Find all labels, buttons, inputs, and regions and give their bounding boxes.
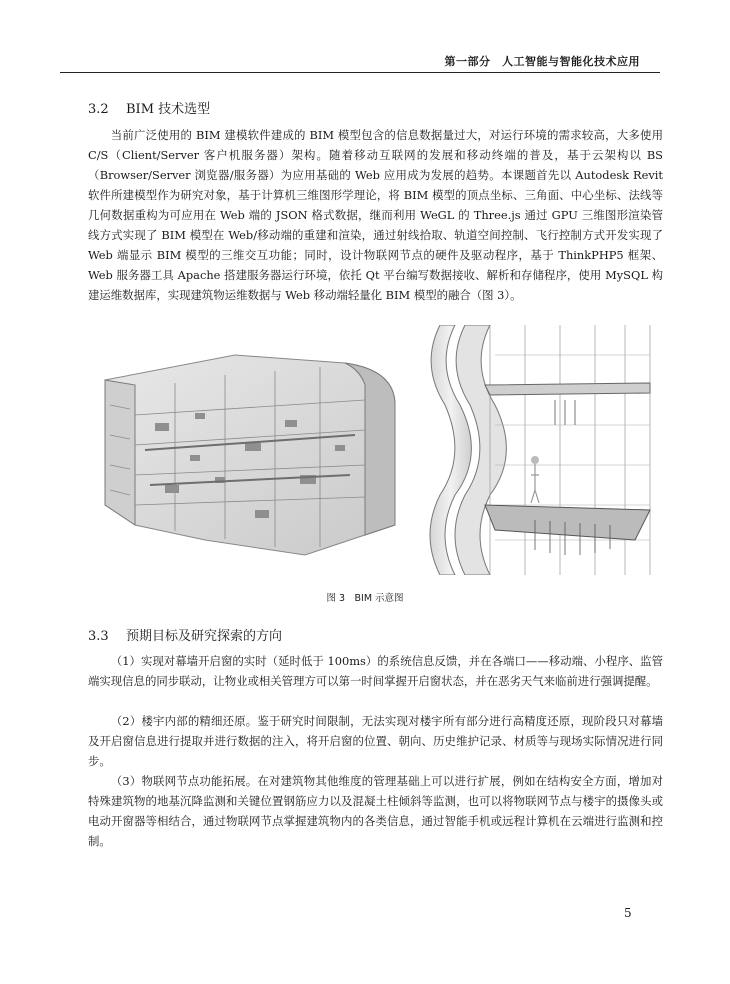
section-heading-3-3 xyxy=(88,625,282,644)
running-header-text: 第一部分 人工智能与智能化技术应用 xyxy=(444,55,640,68)
section-number: 3.3 xyxy=(88,629,109,644)
running-header xyxy=(60,50,660,73)
bim-building-model xyxy=(105,355,395,555)
section-title: BIM 技术选型 xyxy=(126,102,211,117)
section-title: 预期目标及研究探索的方向 xyxy=(126,629,283,644)
page-number: 5 xyxy=(624,906,632,920)
bim-figure xyxy=(95,325,655,575)
figure-caption: 图 3 BIM 示意图 xyxy=(326,593,404,604)
bim-illustration xyxy=(95,325,655,575)
paragraph-3-2: 当前广泛使用的 BIM 建模软件建成的 BIM 模型包含的信息数据量过大，对运行环境的需求较高，大多使用 C/S（Client/Server 客户机服务器）架构。随着移动互联网的发展和移动终端的普及，基于云架构以 BS（Browser/Server 浏览器/服务器）为应用基础的 Web 应用成为发展的趋势。本课题首先以 Autodesk Revit 软件所建模型作为研究对象，基于计算机三维图形学理论，将 BIM 模型的顶点坐标、三角面、中心坐标、法线等几何数据重构为可应用在 Web 端的 JSON 格式数据，继而利用 WeGL 的 Three.js 通过 GPU 三维图形渲染管线方式实现了 BIM 模型在 Web/移动端的重建和渲染，通过射线拾取、轨道空间控制、飞行控制方式开发实现了 Web 端显示 BIM 模型的三维交互功能；同时，设计物联网节点的硬件及驱动程序，基于 ThinkPHP5 框架、Web 服务器工具 Apache 搭建服务器运行环境，依托 Qt 平台编写数据接收、解析和存储程序，使用 MySQL 构建运维数据库，实现建筑物运维数据与 Web 移动端轻量化 BIM 模型的融合（图 3）。 xyxy=(88,128,663,302)
section-heading-3-2 xyxy=(88,98,210,117)
list-item-1: （1）实现对幕墙开启窗的实时（延时低于 100ms）的系统信息反馈，并在各端口——移动端、小程序、监管端实现信息的同步联动，让物业或相关管理方可以第一时间掌握开启窗状态，并在恶劣天气来临前进行强调提醒。 xyxy=(88,654,663,688)
section-number: 3.2 xyxy=(88,102,109,117)
list-item-3: （3）物联网节点功能拓展。在对建筑物其他维度的管理基础上可以进行扩展，例如在结构安全方面，增加对特殊建筑物的地基沉降监测和关键位置钢筋应力以及混凝土柱倾斜等监测，也可以将物联网节点与楼宇的摄像头或电动开窗器等相结合，通过物联网节点掌握建筑物内的各类信息，通过智能手机或远程计算机在云端进行监测和控制。 xyxy=(88,774,663,848)
bim-facade-section xyxy=(430,325,650,575)
list-item-2: （2）楼宇内部的精细还原。鉴于研究时间限制，无法实现对楼宇所有部分进行高精度还原，现阶段只对幕墙及开启窗信息进行提取并进行数据的注入，将开启窗的位置、朝向、历史维护记录、材质等与现场实际情况进行同步。 xyxy=(88,714,663,768)
